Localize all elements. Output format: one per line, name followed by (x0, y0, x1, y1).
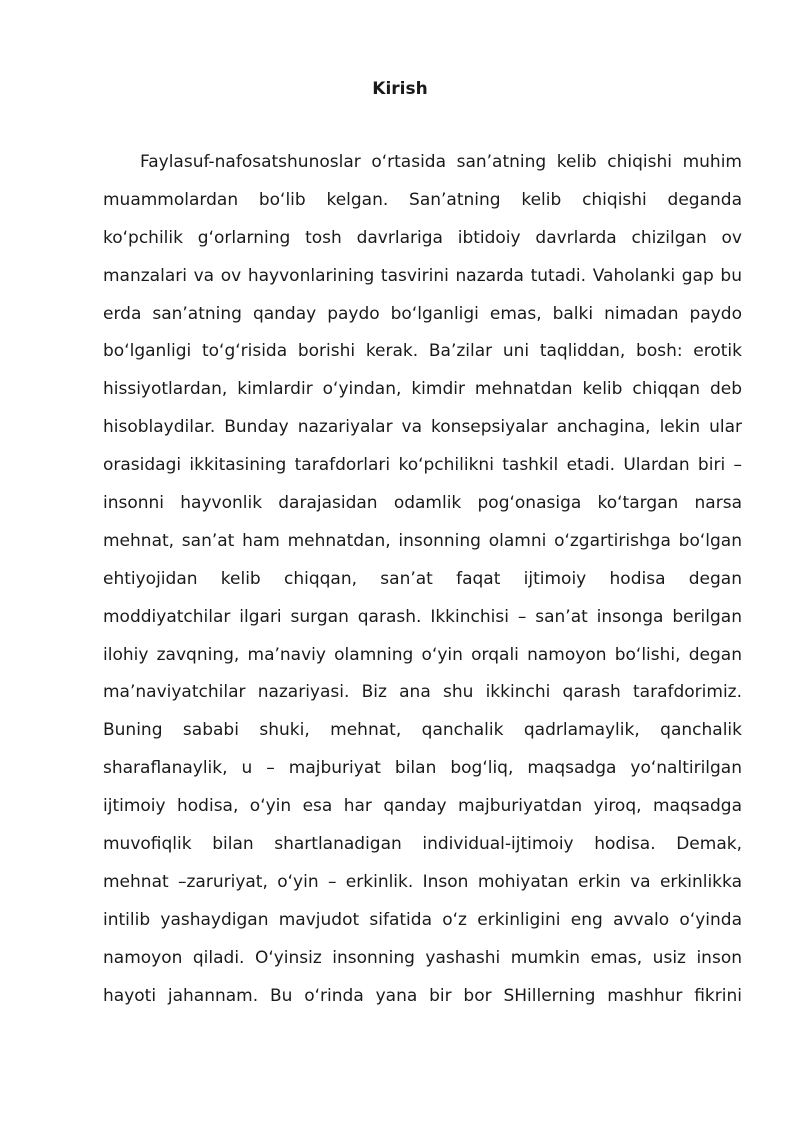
text-line: bo‘lganligi to‘g‘risida borishi kerak. Ba’zilar uni taqliddan, bosh: erotik (103, 341, 742, 362)
body-text (103, 144, 742, 1015)
text-line: ilohiy zavqning, ma’naviy olamning o‘yin orqali namoyon bo‘lishi, degan (103, 644, 742, 665)
text-line: moddiyatchilar ilgari surgan qarash. Ikkinchisi – san’at insonga berilgan (103, 606, 742, 627)
text-line: ko‘pchilik g‘orlarning tosh davrlariga ibtidoiy davrlarda chizilgan ov (103, 227, 742, 248)
text-line: namoyon qiladi. O‘yinsiz insonning yashashi mumkin emas, usiz inson (103, 947, 742, 968)
text-line: mehnat, san’at ham mehnatdan, insonning olamni o‘zgartirishga bo‘lgan (103, 530, 742, 551)
text-line: Buning sababi shuki, mehnat, qanchalik qadrlamaylik, qanchalik (103, 720, 742, 741)
text-line: sharaflanaylik, u – majburiyat bilan bog‘liq, maqsadga yo‘naltirilgan (103, 758, 742, 779)
text-line: erda san’atning qanday paydo bo‘lganligi emas, balki nimadan paydo (103, 303, 742, 324)
text-line: ijtimoiy hodisa, o‘yin esa har qanday majburiyatdan yiroq, maqsadga (103, 796, 742, 817)
text-line: hayoti jahannam. Bu o‘rinda yana bir bor SHillerning mashhur fikrini (103, 985, 742, 1006)
page-title: Kirish (372, 79, 428, 99)
text-line: orasidagi ikkitasining tarafdorlari ko‘pchilikni tashkil etadi. Ulardan biri – (103, 455, 742, 476)
text-line: Faylasuf-nafosatshunoslar o‘rtasida san’atning kelib chiqishi muhim (140, 152, 742, 172)
text-line: hissiyotlardan, kimlardir o‘yindan, kimdir mehnatdan kelib chiqqan deb (103, 379, 742, 400)
text-line: mehnat –zaruriyat, o‘yin – erkinlik. Inson mohiyatan erkin va erkinlikka (103, 871, 742, 892)
text-line: intilib yashaydigan mavjudot sifatida o‘z erkinligini eng avvalo o‘yinda (103, 909, 742, 930)
text-line: ma’naviyatchilar nazariyasi. Biz ana shu ikkinchi qarash tarafdorimiz. (103, 682, 742, 703)
text-line: hisoblaydilar. Bunday nazariyalar va konsepsiyalar anchagina, lekin ular (103, 417, 742, 438)
text-line: muammolardan bo‘lib kelgan. San’atning kelib chiqishi deganda (103, 189, 742, 210)
text-line: manzalari va ov hayvonlarining tasvirini nazarda tutadi. Vaholanki gap bu (103, 265, 742, 286)
text-line: muvofiqlik bilan shartlanadigan individual-ijtimoiy hodisa. Demak, (103, 834, 742, 855)
text-line: ehtiyojidan kelib chiqqan, san’at faqat ijtimoiy hodisa degan (103, 568, 742, 589)
text-line: insonni hayvonlik darajasidan odamlik pog‘onasiga ko‘targan narsa (103, 493, 742, 514)
